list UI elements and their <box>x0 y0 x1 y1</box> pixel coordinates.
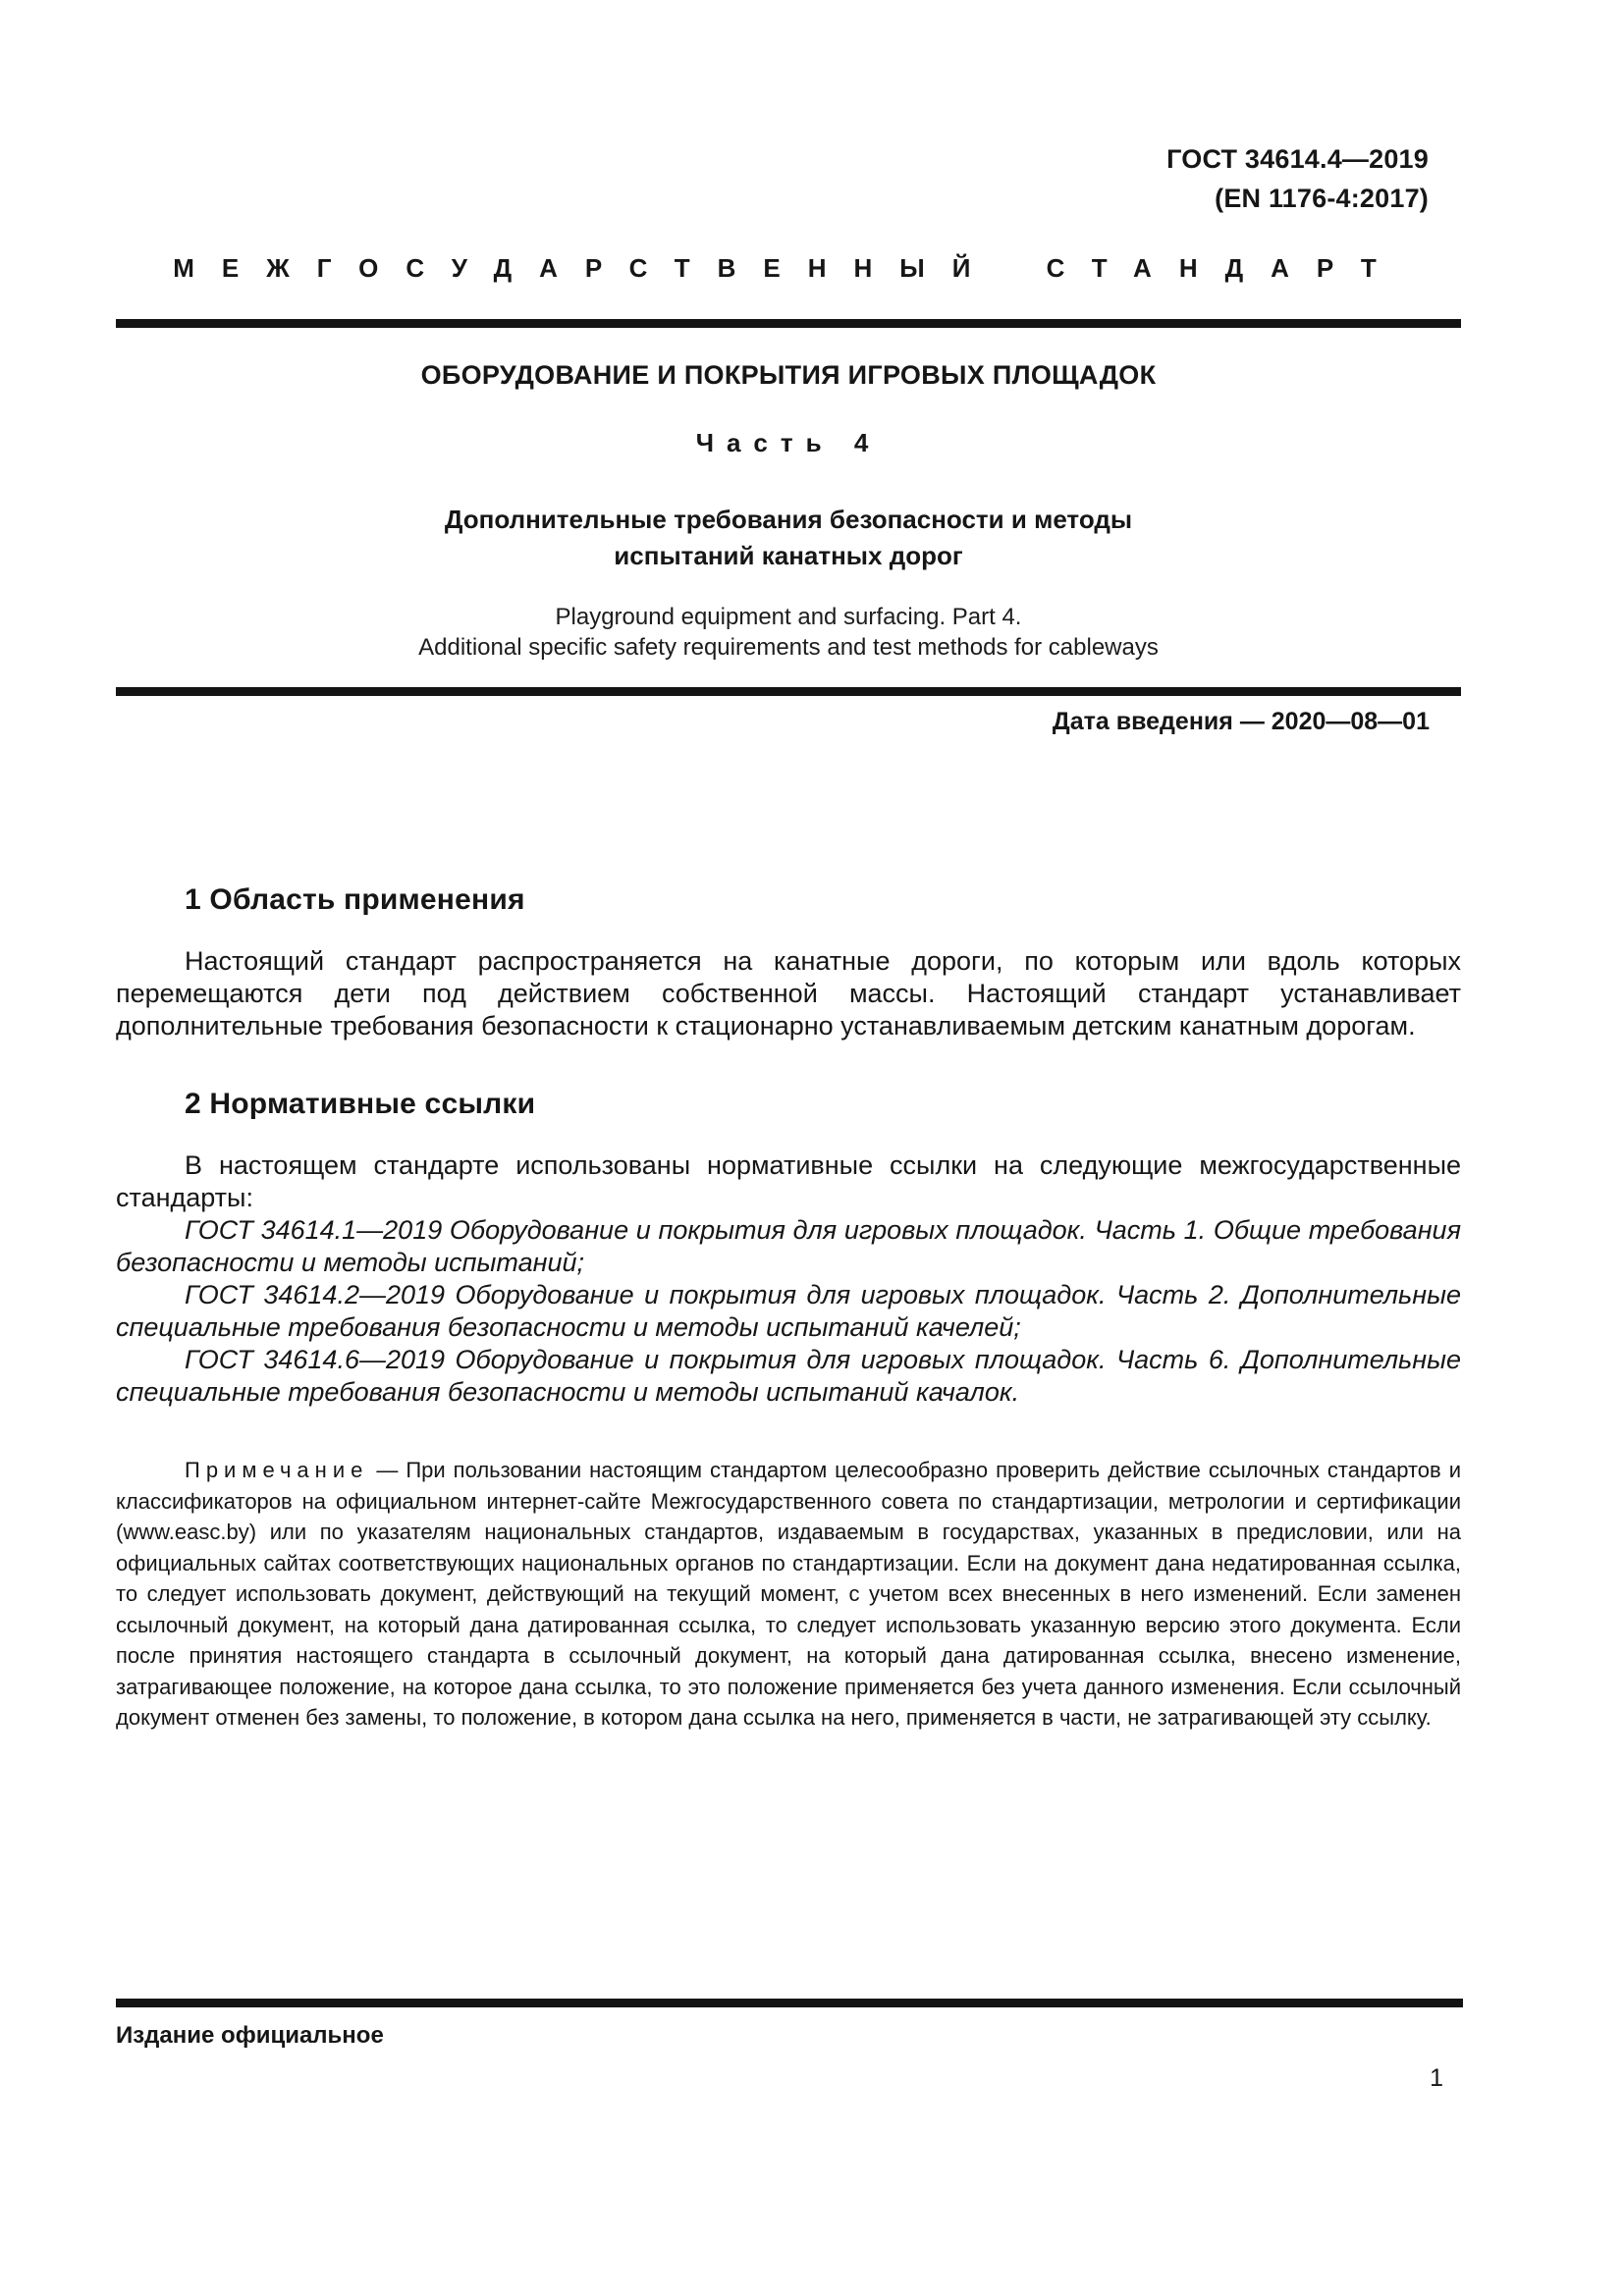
document-title: ОБОРУДОВАНИЕ И ПОКРЫТИЯ ИГРОВЫХ ПЛОЩАДОК <box>420 360 1157 390</box>
subtitle-line-1: Дополнительные требования безопасности и методы <box>444 505 1133 534</box>
standard-type-label: МЕЖГОСУДАРСТВЕННЫЙ СТАНДАРТ <box>173 253 1404 283</box>
section-1-paragraph: Настоящий стандарт распространяется на канатные дороги, по которым или вдоль которых перемещаются дети под действием собственной массы. Настоящий стандарт устанавливает дополнительные требования безопасности к стационарно устанавливаемым детским канатным дорогам. <box>116 946 1461 1041</box>
reference-gost-3: ГОСТ 34614.6—2019 Оборудование и покрытия для игровых площадок. Часть 6. Дополнительные специальные требования безопасности и методы испытаний качалок. <box>116 1345 1461 1407</box>
subtitle-ru <box>116 502 1461 574</box>
section-1-heading: 1 Область применения <box>185 883 525 916</box>
reference-gost-1: ГОСТ 34614.1—2019 Оборудование и покрытия для игровых площадок. Часть 1. Общие требования безопасности и методы испытаний; <box>116 1215 1461 1277</box>
part-label: Часть 4 <box>695 428 882 457</box>
title-block <box>116 360 1461 663</box>
normative-note <box>116 1455 1461 1734</box>
effective-date: Дата введения — 2020—08—01 <box>1052 708 1430 735</box>
header-rule <box>116 319 1461 328</box>
title-en <box>116 602 1461 663</box>
title-en-line-1: Playground equipment and surfacing. Part 4. <box>555 604 1022 630</box>
edition-note: Издание официальное <box>116 2022 384 2049</box>
subtitle-line-2: испытаний канатных дорог <box>614 541 963 570</box>
note-text: — При пользовании настоящим стандартом целесообразно проверить действие ссылочных стандартов и классификаторов на официальном интернет-сайте Межгосударственного совета по стандартизации, метрологии и сертификации (www.easc.by) или по указателям национальных стандартов, издаваемым в государствах, указанных в предисловии, или на официальных сайтах соответствующих национальных органов по стандартизации. Если на документ дана недатированная ссылка, то следует использовать документ, действующий на текущий момент, с учетом всех внесенных в него изменений. Если заменен ссылочный документ, на который дана датированная ссылка, то следует использовать указанную версию этого документа. Если после принятия настоящего стандарта в ссылочный документ, на который дана датированная ссылка, внесено изменение, затрагивающее положение, на которое дана ссылка, то это положение применяется без учета данного изменения. Если ссылочный документ отменен без замены, то положение, в котором дана ссылка на него, применяется в части, не затрагивающей эту ссылку. <box>116 1458 1461 1730</box>
section-2-heading: 2 Нормативные ссылки <box>185 1088 536 1120</box>
note-label: Примечание <box>185 1458 369 1482</box>
reference-gost-2: ГОСТ 34614.2—2019 Оборудование и покрытия для игровых площадок. Часть 2. Дополнительные специальные требования безопасности и методы испытаний качелей; <box>116 1280 1461 1342</box>
title-en-line-2: Additional specific safety requirements and test methods for cableways <box>418 634 1159 661</box>
section-2-intro: В настоящем стандарте использованы нормативные ссылки на следующие межгосударственные стандарты: <box>116 1150 1461 1212</box>
doc-number-block <box>116 0 1461 218</box>
doc-number-en: (EN 1176-4:2017) <box>1215 184 1429 213</box>
page-number: 1 <box>1430 2064 1443 2092</box>
footer-rule <box>116 1999 1463 2007</box>
page-content <box>116 0 1461 1734</box>
doc-number: ГОСТ 34614.4—2019 <box>1166 144 1429 174</box>
title-rule <box>116 687 1461 696</box>
